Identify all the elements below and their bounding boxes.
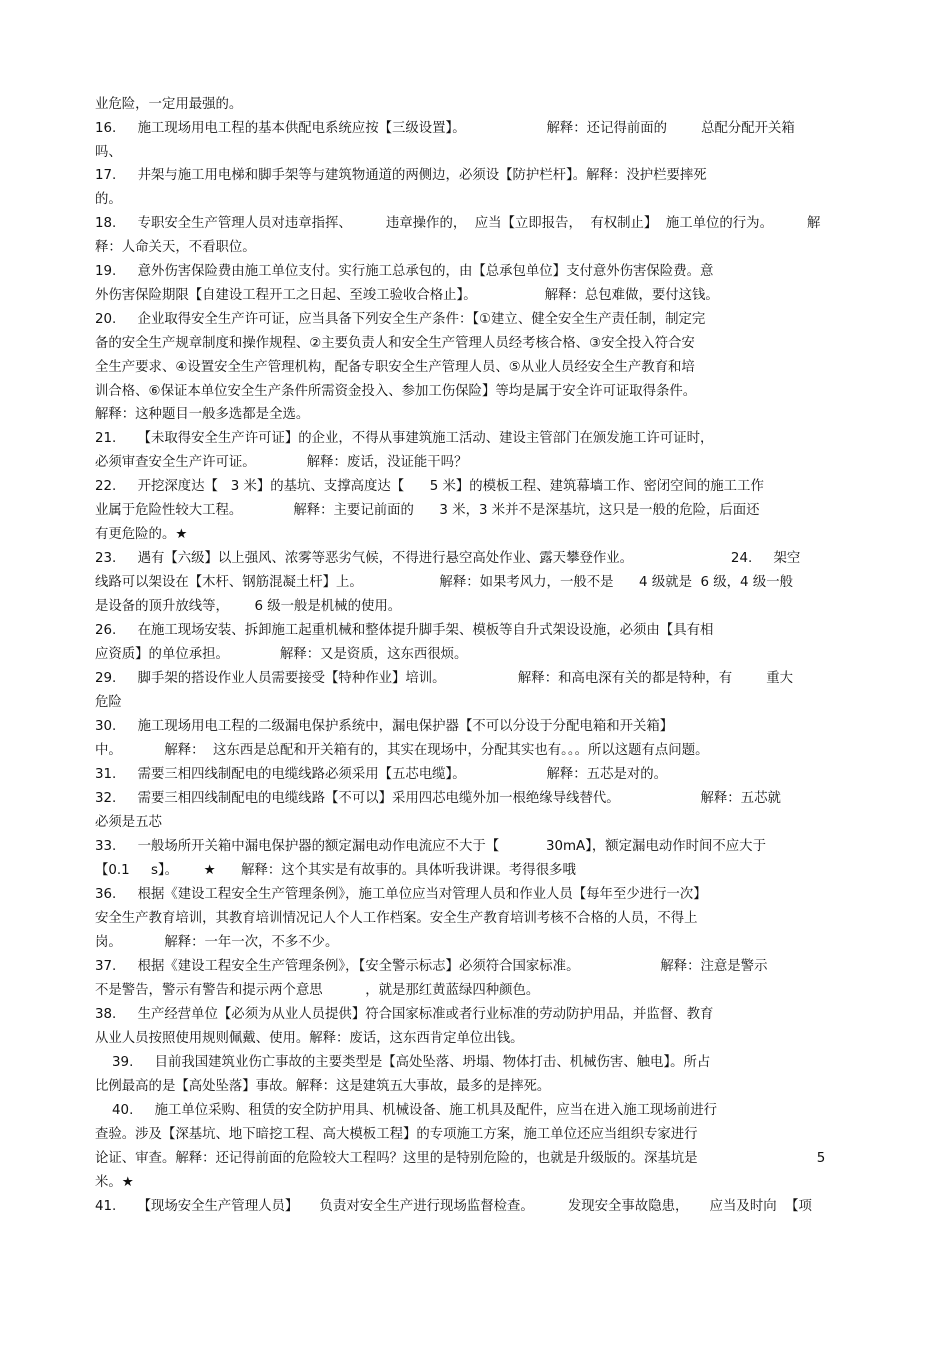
text-line: 必须审查安全生产许可证。 解释：废话，没证能干吗？ [95, 455, 468, 470]
text-line: 是设备的顶升放线等， 6 级一般是机械的使用。 [95, 599, 402, 614]
text-line: 29. 脚手架的搭设作业人员需要接受【特种作业】培训。 解释：和高电深有关的都是特种，有 重大 [95, 671, 794, 686]
text-line: 岗。 解释：一年一次，不多不少。 [95, 935, 339, 950]
text-line: 释：人命关天，不看职位。 [95, 240, 256, 255]
text-line: 16. 施工现场用电工程的基本供配电系统应按【三级设置】。 解释：还记得前面的 总配分配开关箱 [95, 121, 795, 136]
text-line: 17. 井架与施工用电梯和脚手架等与建筑物通道的两侧边，必须设【防护栏杆】。解释：没护栏要摔死 [95, 168, 707, 183]
text-line: 从业人员按照使用规则佩戴、使用。解释：废话，这东西肯定单位出钱。 [95, 1031, 524, 1046]
text-line: 41. 【现场安全生产管理人员】 负责对安全生产进行现场监督检查。 发现安全事故隐患， 应当及时向 【项 [95, 1199, 812, 1214]
text-line: 20. 企业取得安全生产许可证，应当具备下列安全生产条件：【①建立、健全安全生产责任制，制定完 [95, 312, 706, 327]
text-line: 必须是五芯 [95, 815, 162, 830]
text-line: 21. 【未取得安全生产许可证】的企业，不得从事建筑施工活动、建设主管部门在颁发施工许可证时， [95, 431, 714, 446]
text-line: 26. 在施工现场安装、拆卸施工起重机械和整体提升脚手架、模板等自升式架设设施，必须由【具有相 [95, 623, 714, 638]
text-line: 40. 施工单位采购、租赁的安全防护用具、机械设备、施工机具及配件，应当在进入施工现场前进行 [95, 1103, 718, 1118]
text-line: 36. 根据《建设工程安全生产管理条例》，施工单位应当对管理人员和作业人员【每年至少进行一次】 [95, 887, 707, 902]
text-line: 应资质】的单位承担。 解释：又是资质，这东西很烦。 [95, 647, 468, 662]
text-line: 的。 [95, 192, 122, 207]
text-line: 38. 生产经营单位【必须为从业人员提供】符合国家标准或者行业标准的劳动防护用品，并监督、教育 [95, 1007, 714, 1022]
text-line: 线路可以架设在【木杆、钢筋混凝土杆】上。 解释：如果考风力，一般不是 4 级就是 6 级，4 级一般 [95, 575, 794, 590]
text-line: 30. 施工现场用电工程的二级漏电保护系统中，漏电保护器【不可以分设于分配电箱和开关箱】 [95, 719, 674, 734]
text-line: 安全生产教育培训，其教育培训情况记人个人工作档案。安全生产教育培训考核不合格的人员，不得上 [95, 911, 698, 926]
text-line: 业危险，一定用最强的。 [95, 97, 243, 112]
text-line: 米。★ [95, 1175, 134, 1190]
text-line: 比例最高的是【高处坠落】事故。解释：这是建筑五大事故，最多的是摔死。 [95, 1079, 551, 1094]
text-line: 备的安全生产规章制度和操作规程、②主要负责人和安全生产管理人员经考核合格、③安全投入符合安 [95, 336, 695, 351]
text-line: 解释：这种题目一般多选都是全选。 [95, 407, 310, 422]
text-line: 外伤害保险期限【自建设工程开工之日起、至竣工验收合格止】。 解释：总包难做，要付这钱。 [95, 288, 719, 303]
text-line: 不是警告，警示有警告和提示两个意思 ，就是那红黄蓝绿四种颜色。 [95, 983, 540, 998]
text-line: 【0.1 s】。 ★ 解释：这个其实是有故事的。具体听我讲课。考得很多哦 [95, 863, 576, 878]
text-line: 训合格、⑥保证本单位安全生产条件所需资金投入、参加工伤保险】等均是属于安全许可证取得条件。 [95, 384, 697, 399]
text-line: 37. 根据《建设工程安全生产管理条例》，【安全警示标志】必须符合国家标准。 解释：注意是警示 [95, 959, 768, 974]
text-line: 32. 需要三相四线制配电的电缆线路【不可以】采用四芯电缆外加一根绝缘导线替代。 解释：五芯就 [95, 791, 781, 806]
text-line: 全生产要求、④设置安全生产管理机构，配备专职安全生产管理人员、⑤从业人员经安全生产教育和培 [95, 360, 695, 375]
text-line: 中。 解释： 这东西是总配和开关箱有的，其实在现场中，分配其实也有。。。所以这题有点问题。 [95, 743, 709, 758]
text-line: 有更危险的。★ [95, 527, 188, 542]
text-line: 19. 意外伤害保险费由施工单位支付。实行施工总承包的，由【总承包单位】支付意外伤害保险费。意 [95, 264, 714, 279]
text-line: 查验。涉及【深基坑、地下暗挖工程、高大模板工程】的专项施工方案，施工单位还应当组织专家进行 [95, 1127, 698, 1142]
text-line: 危险 [95, 695, 122, 710]
text-line: 33. 一般场所开关箱中漏电保护器的额定漏电动作电流应不大于【 30mA】，额定漏电动作时间不应大于 [95, 839, 766, 854]
text-line: 23. 遇有【六级】以上强风、浓雾等恶劣气候，不得进行悬空高处作业、露天攀登作业。 24. 架空 [95, 551, 801, 566]
text-line: 论证、审查。解释：还记得前面的危险较大工程吗？这里的是特别危险的，也就是升级版的。深基坑是 5 [95, 1151, 826, 1166]
text-line: 39. 目前我国建筑业伤亡事故的主要类型是【高处坠落、坍塌、物体打击、机械伤害、触电】。所占 [95, 1055, 711, 1070]
text-line: 22. 开挖深度达【 3 米】的基坑、支撑高度达【 5 米】的模板工程、建筑幕墙工作、密闭空间的施工工作 [95, 479, 764, 494]
text-line: 18. 专职安全生产管理人员对违章指挥、 违章操作的， 应当【立即报告， 有权制止】 施工单位的行为。 解 [95, 216, 821, 231]
text-line: 吗、 [95, 145, 122, 160]
text-line: 31. 需要三相四线制配电的电缆线路必须采用【五芯电缆】。 解释：五芯是对的。 [95, 767, 668, 782]
text-line: 业属于危险性较大工程。 解释：主要记前面的 3 米，3 米并不是深基坑，这只是一般的危险，后面还 [95, 503, 760, 518]
